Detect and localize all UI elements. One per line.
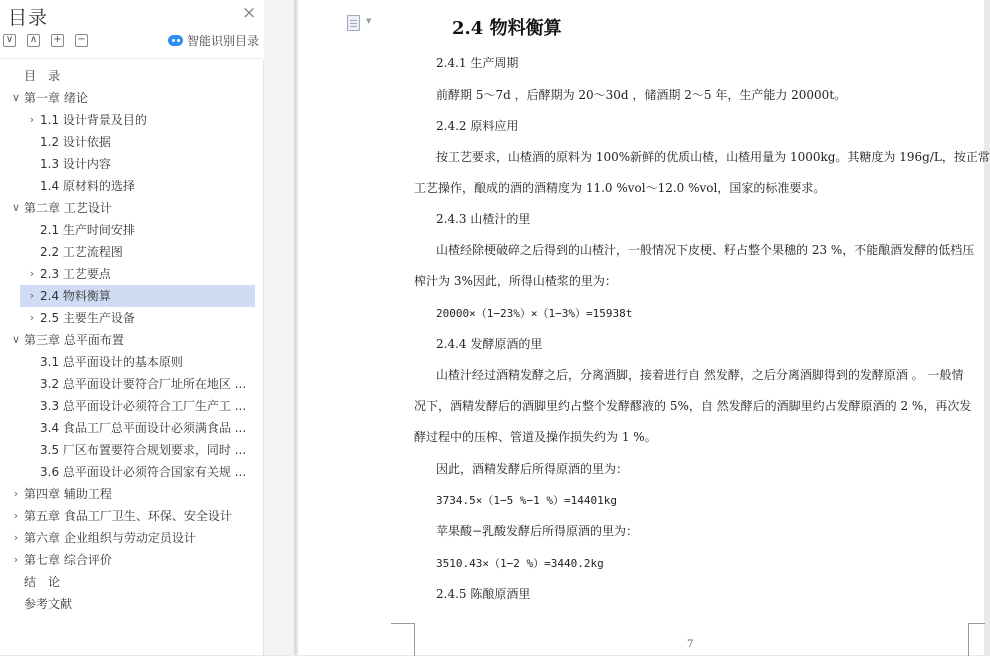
outline-item-label: 3.6 总平面设计必须符合国家有关规 ... bbox=[40, 465, 247, 479]
chevron-right-icon[interactable]: › bbox=[29, 311, 35, 324]
chevron-down-icon[interactable]: ∨ bbox=[11, 201, 21, 214]
outline-item-label: 目 录 bbox=[24, 69, 61, 83]
outline-item[interactable] bbox=[20, 571, 255, 593]
outline-item[interactable] bbox=[11, 87, 255, 109]
paragraph-line: 工艺操作，酿成的酒的酒精度为 11.0 %vol～12.0 %vol，国家的标准要求。 bbox=[414, 181, 826, 195]
document-icon[interactable] bbox=[347, 15, 360, 31]
outline-item[interactable] bbox=[11, 329, 255, 351]
smart-toc-button[interactable] bbox=[168, 32, 259, 49]
document-page bbox=[298, 0, 990, 655]
outline-item-label: 参考文献 bbox=[24, 597, 73, 611]
subheading: 2.4.4 发酵原酒的里 bbox=[436, 337, 543, 351]
chevron-right-icon[interactable]: › bbox=[29, 113, 35, 126]
collapse-all-icon[interactable]: ∨ bbox=[3, 34, 16, 47]
outline-item[interactable] bbox=[20, 417, 255, 439]
outline-item[interactable] bbox=[11, 197, 255, 219]
outline-item[interactable] bbox=[13, 527, 255, 549]
outline-item-label: 结 论 bbox=[24, 575, 61, 589]
outline-item-label: 2.3 工艺要点 bbox=[40, 267, 111, 281]
section-heading: 2.4 物料衡算 bbox=[452, 18, 562, 39]
outline-item-label: 3.4 食品工厂总平面设计必须满食品 ... bbox=[40, 421, 247, 435]
outline-item-label: 第七章 综合评价 bbox=[24, 553, 112, 567]
outline-scroll-track[interactable] bbox=[264, 0, 294, 655]
paragraph-line: 苹果酸−乳酸发酵后所得原酒的里为： bbox=[436, 524, 639, 538]
paragraph-line: 榨汁为 3%因此，所得山楂浆的里为： bbox=[414, 274, 617, 288]
outline-item-label: 3.2 总平面设计要符合厂址所在地区 ... bbox=[40, 377, 247, 391]
smart-toc-label: 智能识别目录 bbox=[187, 34, 260, 48]
paragraph-line: 前酵期 5～7d ，后酵期为 20～30d ，储酒期 2～5 年，生产能力 20000t。 bbox=[436, 88, 847, 102]
outline-item[interactable] bbox=[20, 263, 255, 285]
outline-item[interactable] bbox=[20, 109, 255, 131]
outline-item-label: 1.1 设计背景及目的 bbox=[40, 113, 147, 127]
crop-mark bbox=[968, 623, 985, 656]
subheading: 2.4.5 陈酿原酒里 bbox=[436, 587, 531, 601]
crop-mark bbox=[391, 623, 415, 656]
paragraph-line: 酵过程中的压榨、管道及操作损失约为 1 %。 bbox=[414, 430, 657, 444]
outline-item-label: 3.5 厂区布置要符合规划要求，同时 ... bbox=[40, 443, 247, 457]
outline-item[interactable] bbox=[20, 373, 255, 395]
outline-item[interactable] bbox=[13, 505, 255, 527]
outline-panel bbox=[0, 0, 294, 655]
outline-item[interactable] bbox=[20, 153, 255, 175]
expand-up-icon[interactable]: ∧ bbox=[27, 34, 40, 47]
divider bbox=[0, 58, 263, 59]
outline-item-label: 第一章 绪论 bbox=[24, 91, 88, 105]
outline-item[interactable] bbox=[13, 483, 255, 505]
subheading: 2.4.2 原料应用 bbox=[436, 119, 519, 133]
chevron-down-icon[interactable]: ∨ bbox=[11, 333, 21, 346]
outline-item-label: 3.3 总平面设计必须符合工厂生产工 ... bbox=[40, 399, 247, 413]
subheading: 2.4.1 生产周期 bbox=[436, 56, 519, 70]
chevron-right-icon[interactable]: › bbox=[29, 289, 35, 302]
paragraph-line: 因此，酒精发酵后所得原酒的里为： bbox=[436, 462, 629, 476]
outline-item-label: 2.5 主要生产设备 bbox=[40, 311, 135, 325]
outline-item-label: 第五章 食品工厂卫生、环保、安全设计 bbox=[24, 509, 232, 523]
outline-item-label: 第四章 辅助工程 bbox=[24, 487, 112, 501]
formula-line: 3734.5×（1−5 %−1 %）=14401kg bbox=[436, 494, 617, 507]
outline-item[interactable] bbox=[20, 131, 255, 153]
outline-item[interactable] bbox=[20, 65, 255, 87]
ai-assistant-icon bbox=[168, 35, 183, 46]
outline-item-label: 2.1 生产时间安排 bbox=[40, 223, 135, 237]
chevron-down-icon[interactable]: ▼ bbox=[366, 17, 372, 25]
outline-item-label: 第三章 总平面布置 bbox=[24, 333, 124, 347]
outline-item[interactable] bbox=[13, 549, 255, 571]
subheading: 2.4.3 山楂汁的里 bbox=[436, 212, 531, 226]
outline-item-label: 第六章 企业组织与劳动定员设计 bbox=[24, 531, 196, 545]
formula-line: 3510.43×（1−2 %）=3440.2kg bbox=[436, 557, 604, 570]
outline-item-label: 第二章 工艺设计 bbox=[24, 201, 112, 215]
remove-heading-icon[interactable]: − bbox=[75, 34, 88, 47]
outline-item[interactable] bbox=[20, 307, 255, 329]
outline-title: 目录 bbox=[8, 7, 49, 29]
outline-item-label: 3.1 总平面设计的基本原则 bbox=[40, 355, 183, 369]
close-icon[interactable]: × bbox=[242, 3, 257, 23]
outline-item[interactable] bbox=[20, 351, 255, 373]
outline-item-label: 1.3 设计内容 bbox=[40, 157, 111, 171]
paragraph-line: 况下，酒精发酵后的酒脚里约占整个发酵醪液的 5%，自 然发酵后的酒脚里约占发酵原酒的 2 %，再次发 bbox=[414, 399, 972, 413]
outline-item-label: 2.2 工艺流程图 bbox=[40, 245, 123, 259]
add-heading-icon[interactable]: + bbox=[51, 34, 64, 47]
formula-line: 20000×（1−23%）×（1−3%）=15938t bbox=[436, 307, 633, 320]
outline-item[interactable] bbox=[20, 241, 255, 263]
chevron-right-icon[interactable]: › bbox=[13, 531, 19, 544]
outline-item[interactable] bbox=[20, 219, 255, 241]
chevron-right-icon[interactable]: › bbox=[13, 487, 19, 500]
outline-item-label: 1.4 原材料的选择 bbox=[40, 179, 135, 193]
outline-item[interactable] bbox=[20, 285, 255, 307]
outline-item-label: 2.4 物料衡算 bbox=[40, 289, 111, 303]
chevron-right-icon[interactable]: › bbox=[13, 553, 19, 566]
chevron-down-icon[interactable]: ∨ bbox=[11, 91, 21, 104]
page-number: 7 bbox=[687, 639, 694, 650]
chevron-right-icon[interactable]: › bbox=[13, 509, 19, 522]
outline-item[interactable] bbox=[20, 461, 255, 483]
outline-item[interactable] bbox=[20, 395, 255, 417]
paragraph-line: 山楂经除梗破碎之后得到的山楂汁，一般情况下皮梗、籽占整个果穗的 23 %，不能酿酒发酵的低档压 bbox=[436, 243, 975, 257]
paragraph-line: 山楂汁经过酒精发酵之后，分离酒脚，接着进行自 然发酵，之后分离酒脚得到的发酵原酒 。 一般情 bbox=[436, 368, 964, 382]
chevron-right-icon[interactable]: › bbox=[29, 267, 35, 280]
outline-item[interactable] bbox=[20, 593, 255, 615]
outline-item[interactable] bbox=[20, 439, 255, 461]
outline-item[interactable] bbox=[20, 175, 255, 197]
outline-item-label: 1.2 设计依据 bbox=[40, 135, 111, 149]
paragraph-line: 按工艺要求，山楂酒的原料为 100%新鲜的优质山楂，山楂用量为 1000kg。其糖度为 196g/L，按正常 bbox=[436, 150, 990, 164]
